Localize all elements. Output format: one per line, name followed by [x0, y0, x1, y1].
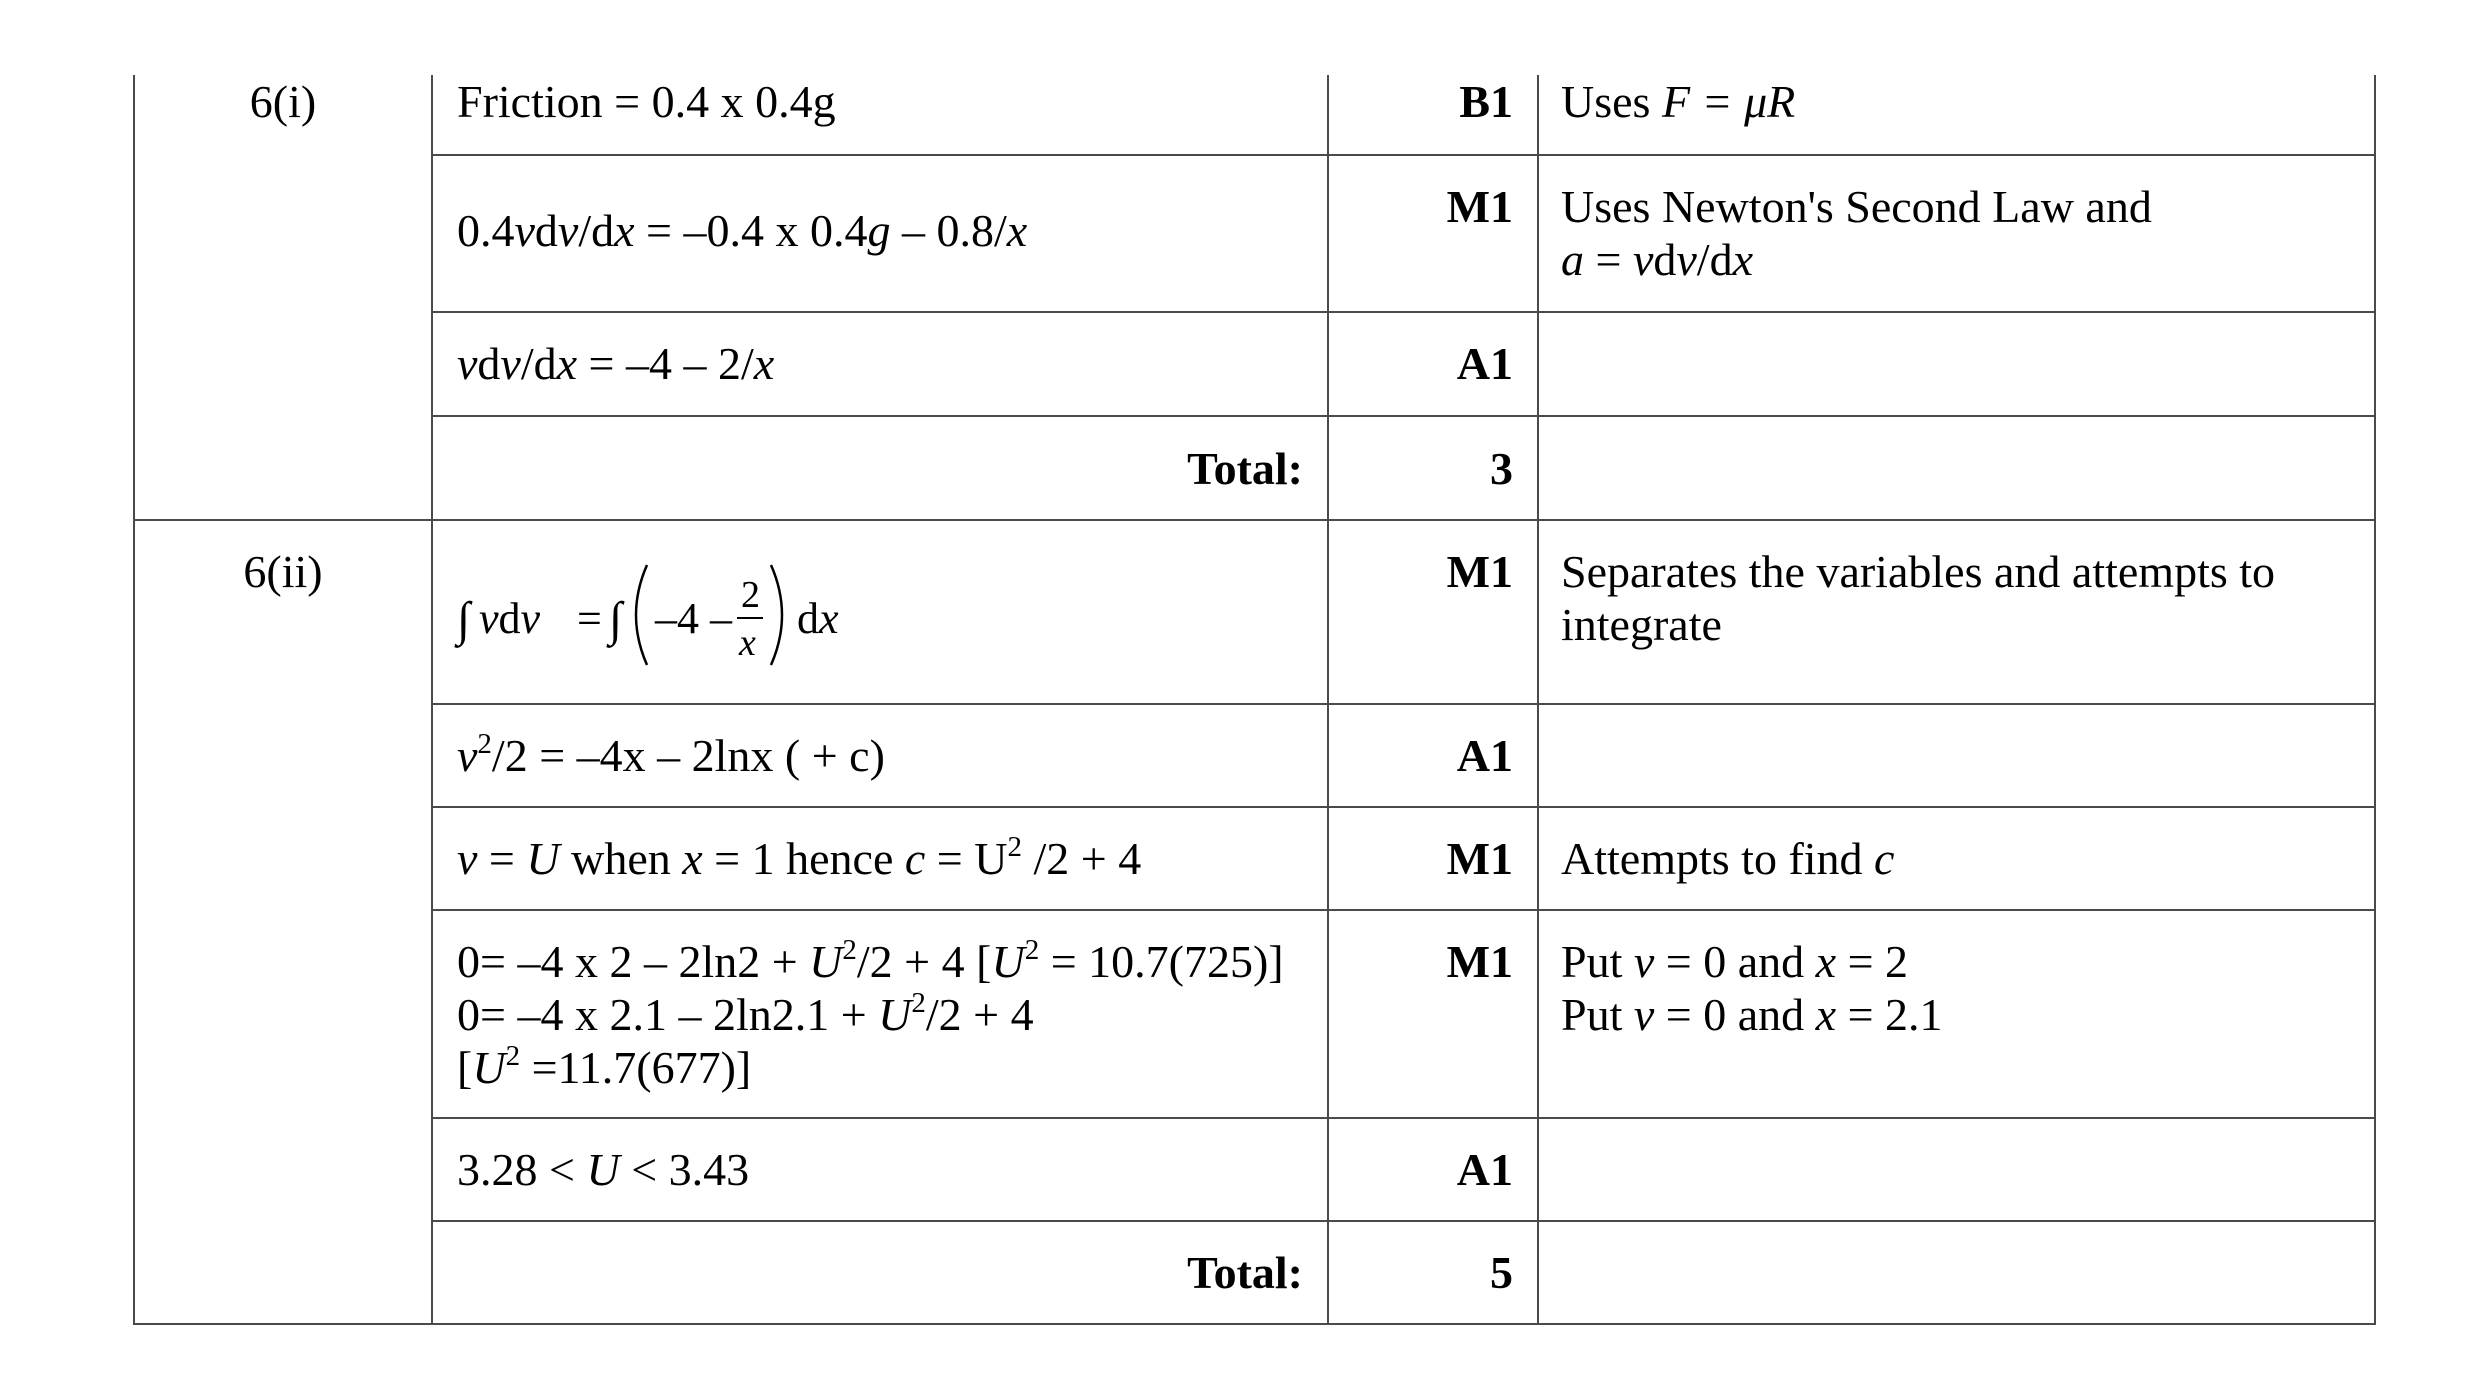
guidance-cell	[1538, 416, 2375, 520]
guidance-cell	[1538, 704, 2375, 807]
total-mark: 3	[1328, 416, 1538, 520]
question-label-6i: 6(i)	[134, 75, 432, 520]
table-row	[134, 155, 2375, 312]
answer-line: $[U^2 =11.7(677)]$	[457, 1039, 752, 1093]
answer-text: vdv/dx = –4 – 2/x	[457, 338, 775, 389]
answer-cell	[432, 520, 1328, 704]
guidance-cell	[1538, 1118, 2375, 1221]
answer-cell	[432, 312, 1328, 416]
guidance-cell	[1538, 910, 2375, 1118]
guidance-line: Put v = 0 and x = 2.1	[1561, 989, 1943, 1040]
guidance-cell	[1538, 155, 2375, 312]
table-row	[134, 704, 2375, 807]
answer-text: 0.4vdv/dx = –0.4 x 0.4g – 0.8/x	[457, 205, 1028, 256]
mark-scheme-table	[133, 75, 2376, 1325]
table-row	[134, 416, 2375, 520]
answer-cell	[432, 1118, 1328, 1221]
mark-cell: M1	[1328, 910, 1538, 1118]
integral-sign-icon: ∫	[457, 593, 471, 646]
question-label-6ii: 6(ii)	[134, 520, 432, 1324]
guidance-line: Put v = 0 and x = 2	[1561, 936, 1909, 987]
guidance-cell: Attempts to find c	[1538, 807, 2375, 910]
guidance-prefix: Uses	[1561, 76, 1662, 127]
svg-text:x: x	[739, 622, 756, 664]
answer-text: $v^2/2 = -4x - 2\ln x$ ( + c)	[457, 727, 885, 781]
table-row	[134, 807, 2375, 910]
mark-cell: M1	[1328, 520, 1538, 704]
svg-text:∫: ∫	[609, 593, 623, 646]
integral-equation	[449, 533, 869, 683]
answer-cell	[432, 704, 1328, 807]
guidance-cell	[1538, 75, 2375, 155]
answer-text: v = U when x = 1 hence $c = U^2$ /2 + 4	[457, 830, 1142, 884]
answer-line: 0= –4 x $2.1 - 2\ln 2.1 + U^2/2 + 4$	[457, 986, 1034, 1040]
table-row	[134, 75, 2375, 155]
mark-cell: M1	[1328, 155, 1538, 312]
table-row	[134, 910, 2375, 1118]
answer-text: Friction = 0.4 x 0.4g	[457, 76, 836, 127]
total-label: Total:	[432, 1221, 1328, 1324]
mark-cell: A1	[1328, 312, 1538, 416]
guidance-cell	[1538, 312, 2375, 416]
guidance-line: a = vdv/dx	[1561, 234, 1753, 285]
answer-cell	[432, 910, 1328, 1118]
svg-text:2: 2	[741, 574, 760, 616]
svg-text:=: =	[577, 594, 602, 643]
mark-cell: M1	[1328, 807, 1538, 910]
answer-text: 3.28 < U < 3.43	[457, 1144, 750, 1195]
answer-cell	[432, 155, 1328, 312]
mark-cell: B1	[1328, 75, 1538, 155]
table-row	[134, 1221, 2375, 1324]
guidance-line: Uses Newton's Second Law and	[1561, 181, 2152, 232]
total-mark: 5	[1328, 1221, 1538, 1324]
table-row	[134, 520, 2375, 704]
table-row	[134, 1118, 2375, 1221]
mark-cell: A1	[1328, 704, 1538, 807]
guidance-cell	[1538, 1221, 2375, 1324]
answer-cell	[432, 75, 1328, 155]
svg-text:dx: dx	[797, 594, 839, 643]
answer-cell	[432, 807, 1328, 910]
svg-text:vdv: vdv	[479, 594, 541, 643]
mark-cell: A1	[1328, 1118, 1538, 1221]
svg-text:–4 –: –4 –	[655, 594, 732, 643]
guidance-math: F = μR	[1661, 76, 1796, 127]
guidance-cell: Separates the variables and attempts to integrate	[1538, 520, 2375, 704]
table-row	[134, 312, 2375, 416]
total-label: Total:	[432, 416, 1328, 520]
answer-line: 0= –4 x $2 - 2\ln 2 + U^2/2 + 4$ $[U^2 = 10.7(725)]$	[457, 933, 1284, 987]
